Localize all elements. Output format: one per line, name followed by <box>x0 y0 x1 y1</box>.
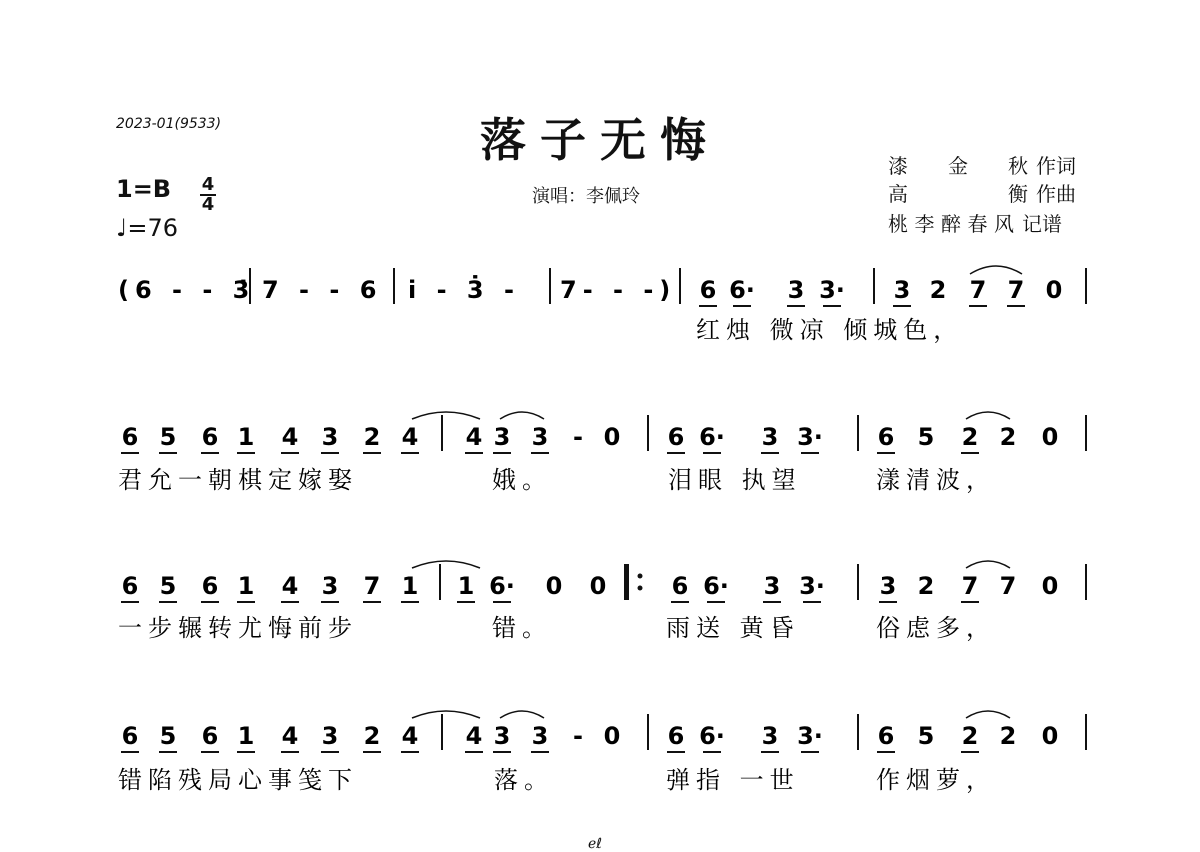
note: 3 <box>321 423 339 451</box>
note: - <box>573 423 583 451</box>
note: 1 <box>237 722 255 750</box>
note: 6· <box>699 423 725 451</box>
note: 4 <box>281 572 299 600</box>
note: 5 <box>159 572 177 600</box>
note: 3 <box>879 572 897 600</box>
note: 6 <box>121 572 139 600</box>
note: 3· <box>797 423 823 451</box>
note: 3 <box>893 276 911 304</box>
note: 0 <box>603 423 621 451</box>
tie-arc <box>412 711 480 718</box>
note: 4 <box>401 423 419 451</box>
note: 3· <box>797 722 823 750</box>
lyric-segment: 错陷残局心事笺下 <box>118 766 358 794</box>
intro-measure: i - 3̇ - <box>408 276 520 304</box>
lyric-segment: 作烟萝， <box>876 766 996 794</box>
note: 4 <box>465 423 483 451</box>
composer-name: 高衡 <box>888 182 1028 206</box>
note: 2 <box>363 722 381 750</box>
note: 2 <box>999 722 1017 750</box>
note: 3· <box>799 572 825 600</box>
note: 7 <box>969 276 987 304</box>
note: 6 <box>699 276 717 304</box>
intro-measure: 7 - - 6 <box>262 276 383 304</box>
note: 6· <box>489 572 515 600</box>
catalog-number: 2023-01(9533) <box>116 116 222 132</box>
note: 7 <box>363 572 381 600</box>
intro-measure: (6 - - 3̇ <box>118 276 256 304</box>
lyric-segment: 一步辗转尤悔前步 <box>118 614 358 642</box>
note: 3 <box>531 722 549 750</box>
note: 2 <box>961 423 979 451</box>
note: 5 <box>917 423 935 451</box>
composer-role: 作曲 <box>1036 182 1076 206</box>
tie-arc <box>412 412 480 419</box>
note: 6 <box>201 423 219 451</box>
lyric-segment: 君允一朝棋定嫁娶 <box>118 466 358 494</box>
note: 6 <box>121 722 139 750</box>
time-signature-top: 4 <box>201 174 215 195</box>
note: 3 <box>763 572 781 600</box>
song-title: 落子无悔 <box>480 113 720 167</box>
lyric-segment: 雨送 黄昏 <box>666 614 800 642</box>
note: 7 <box>961 572 979 600</box>
note: 0 <box>1041 423 1059 451</box>
lyric-segment: 漾清波， <box>876 466 996 494</box>
note: 0 <box>603 722 621 750</box>
tie-arc <box>500 711 544 718</box>
lyric-segment: 弹指 一世 <box>666 766 800 794</box>
note: 1 <box>237 423 255 451</box>
intro-measure: 7- - -) <box>560 276 677 304</box>
tie-arc <box>966 561 1010 568</box>
lyric-segment: 泪眼 执望 <box>668 466 802 494</box>
tempo-value: =76 <box>127 214 178 242</box>
note: 0 <box>589 572 607 600</box>
key-signature: 1=B <box>116 175 172 203</box>
note: 7 <box>1007 276 1025 304</box>
note: 6 <box>201 572 219 600</box>
note: 3 <box>761 722 779 750</box>
note: 3 <box>321 722 339 750</box>
transcriber-name: 桃李醉春风 <box>888 212 1014 236</box>
note: 2 <box>961 722 979 750</box>
note: 3 <box>787 276 805 304</box>
note: 6 <box>121 423 139 451</box>
note: 3 <box>321 572 339 600</box>
singer-credit: 演唱：李佩玲 <box>532 186 640 207</box>
note: 3· <box>819 276 845 304</box>
tie-arc <box>970 266 1022 274</box>
lyric-segment: 落。 <box>494 766 554 794</box>
note: 2 <box>917 572 935 600</box>
note: 0 <box>545 572 563 600</box>
lyricist-role: 作词 <box>1036 154 1076 178</box>
note: 2 <box>999 423 1017 451</box>
lyric-segment: 娥。 <box>492 466 552 494</box>
note: 0 <box>1041 722 1059 750</box>
note: 1 <box>401 572 419 600</box>
lyricist-name: 漆金秋 <box>888 154 1028 178</box>
note: 1 <box>457 572 475 600</box>
note: 0 <box>1045 276 1063 304</box>
note: 6· <box>703 572 729 600</box>
note: 6 <box>201 722 219 750</box>
repeat-dot <box>638 586 643 591</box>
lyric-line: 红烛 微凉 倾城色， <box>696 316 964 344</box>
note: 3 <box>493 722 511 750</box>
note: 4 <box>281 423 299 451</box>
repeat-dot <box>638 574 643 579</box>
note: 6· <box>729 276 755 304</box>
note: 3 <box>531 423 549 451</box>
note: 5 <box>159 722 177 750</box>
note: 7 <box>999 572 1017 600</box>
tie-arc <box>966 412 1010 419</box>
note: 4 <box>465 722 483 750</box>
note: 3 <box>493 423 511 451</box>
page-mark: ℯℓ <box>588 836 603 852</box>
transcriber-role: 记谱 <box>1022 212 1062 236</box>
quarter-note-icon: ♩ <box>116 214 128 242</box>
note: 0 <box>1041 572 1059 600</box>
tie-arc <box>966 711 1010 718</box>
note: 5 <box>917 722 935 750</box>
note: 1 <box>237 572 255 600</box>
note: 5 <box>159 423 177 451</box>
note: 6 <box>671 572 689 600</box>
lyric-segment: 错。 <box>492 614 552 642</box>
tie-arc <box>500 412 544 419</box>
note: - <box>573 722 583 750</box>
note: 6 <box>667 423 685 451</box>
note: 4 <box>401 722 419 750</box>
time-signature-bottom: 4 <box>201 194 215 215</box>
lyric-segment: 俗虑多， <box>876 614 996 642</box>
note: 6 <box>667 722 685 750</box>
tie-arc <box>412 561 480 568</box>
note: 3 <box>761 423 779 451</box>
note: 4 <box>281 722 299 750</box>
note: 2 <box>363 423 381 451</box>
note: 6 <box>877 423 895 451</box>
note: 6 <box>877 722 895 750</box>
note: 6· <box>699 722 725 750</box>
note: 2 <box>929 276 947 304</box>
